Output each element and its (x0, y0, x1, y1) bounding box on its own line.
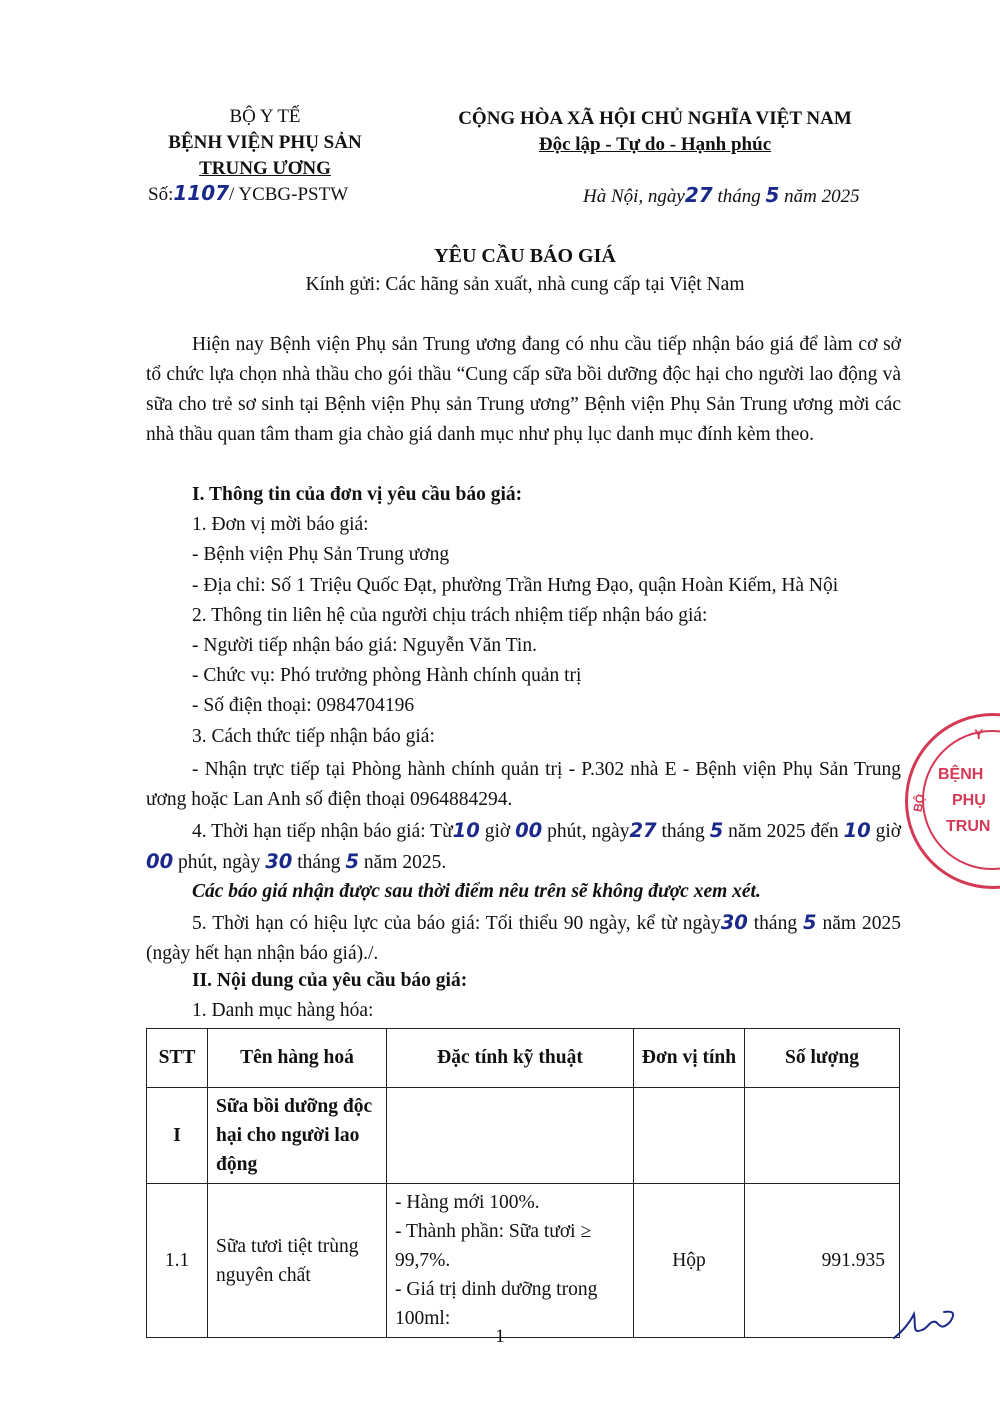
header-stt: STT (147, 1029, 208, 1088)
national-title: CỘNG HÒA XÃ HỘI CHỦ NGHĨA VIỆT NAM (458, 108, 852, 129)
unit-name: - Bệnh viện Phụ Sản Trung ương (192, 544, 450, 565)
table-header-row (147, 1029, 900, 1088)
group-stt: I (147, 1088, 208, 1184)
group-name: Sữa bồi dưỡng độc hại cho người lao động (208, 1088, 387, 1184)
handwritten-doc-number: 1107 (173, 181, 230, 205)
contact-person: - Người tiếp nhận báo giá: Nguyễn Văn Tin. (192, 635, 537, 656)
hospital-name-line2: TRUNG ƯƠNG (199, 158, 331, 179)
late-submission-warning: Các báo giá nhận được sau thời điểm nêu trên sẽ không được xem xét. (192, 881, 761, 902)
contact-position: - Chức vụ: Phó trưởng phòng Hành chính quản trị (192, 665, 582, 686)
row-spec: - Hàng mới 100%. - Thành phần: Sữa tươi ≥ 99,7%. - Giá trị dinh dưỡng trong 100ml: (387, 1184, 634, 1338)
unit-label: 1. Đơn vị mời báo giá: (192, 514, 369, 535)
header-quantity: Số lượng (745, 1029, 900, 1088)
goods-table (146, 1028, 900, 1338)
red-seal-stamp: Y BỆNH PHỤ TRUN BỘ (905, 713, 1000, 889)
issuer-block (140, 104, 390, 182)
table-group-row (147, 1088, 900, 1184)
header-name: Tên hàng hoá (208, 1029, 387, 1088)
section-1-heading: I. Thông tin của đơn vị yêu cầu báo giá: (192, 484, 523, 505)
contact-phone: - Số điện thoại: 0984704196 (192, 695, 415, 716)
row-unit: Hộp (634, 1184, 745, 1338)
document-title: YÊU CẦU BÁO GIÁ (434, 245, 616, 267)
row-stt: 1.1 (147, 1184, 208, 1338)
unit-address: - Địa chỉ: Số 1 Triệu Quốc Đạt, phường Trần Hưng Đạo, quận Hoàn Kiếm, Hà Nội (192, 575, 839, 596)
goods-list-label: 1. Danh mục hàng hóa: (192, 1000, 374, 1021)
contact-label: 2. Thông tin liên hệ của người chịu trách nhiệm tiếp nhận báo giá: (192, 605, 708, 626)
document-number: Số:1107/ YCBG-PSTW (148, 181, 349, 205)
row-name: Sữa tươi tiệt trùng nguyên chất (208, 1184, 387, 1338)
receipt-deadline: 4. Thời hạn tiếp nhận báo giá: Từ10 giờ 00 phút, ngày27 tháng 5 năm 2025 đến 10 giờ 00 phút, ngày 30 tháng 5 năm 2025. (146, 819, 902, 873)
method-label: 3. Cách thức tiếp nhận báo giá: (192, 726, 435, 747)
header-spec: Đặc tính kỹ thuật (387, 1029, 634, 1088)
table-row (147, 1184, 900, 1338)
national-motto: Độc lập - Tự do - Hạnh phúc (538, 134, 772, 155)
row-quantity: 991.935 (745, 1184, 900, 1338)
method-detail: - Nhận trực tiếp tại Phòng hành chính quản trị - P.302 nhà E - Bệnh viện Phụ Sản Trung ương hoặc Lan Anh số điện thoại 0964884294. (146, 759, 901, 810)
initials-signature (884, 1300, 964, 1350)
document-date: Hà Nội, ngày27 tháng 5 năm 2025 (583, 183, 860, 207)
section-2-heading: II. Nội dung của yêu cầu báo giá: (192, 970, 468, 991)
ministry-name: BỘ Y TẾ (229, 106, 301, 127)
header-unit: Đơn vị tính (634, 1029, 745, 1088)
intro-paragraph: Hiện nay Bệnh viện Phụ sản Trung ương đang có nhu cầu tiếp nhận báo giá để làm cơ sở tổ chức lựa chọn nhà thầu cho gói thầu “Cung cấp sữa bồi dưỡng độc hại cho người lao động và sữa cho trẻ sơ sinh tại Bệnh viện Phụ sản Trung ương” Bệnh viện Phụ Sản Trung ương mời các nhà thầu quan tâm tham gia chào giá danh mục như phụ lục danh mục đính kèm theo. (146, 334, 901, 445)
hospital-name: BỆNH VIỆN PHỤ SẢN (168, 132, 362, 153)
recipient-line: Kính gửi: Các hãng sản xuất, nhà cung cấp tại Việt Nam (305, 274, 745, 295)
validity-period: 5. Thời hạn có hiệu lực của báo giá: Tối thiểu 90 ngày, kể từ ngày30 tháng 5 năm 2025 (ngày hết hạn nhận báo giá)./. (146, 911, 902, 964)
page-number: 1 (495, 1326, 505, 1347)
